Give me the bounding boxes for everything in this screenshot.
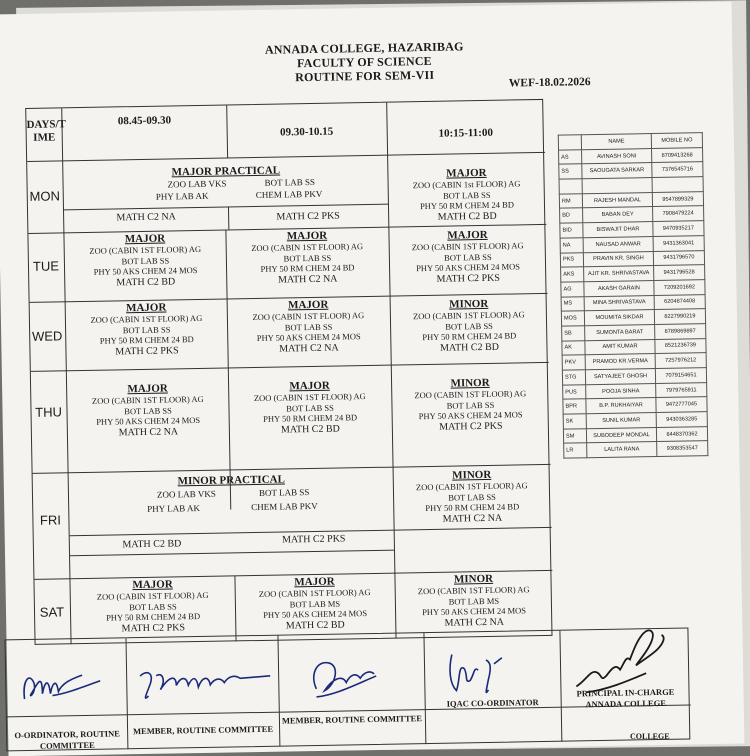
faculty-code: MOS — [561, 311, 584, 326]
mon-phy-lab: PHY LAB AK — [155, 190, 209, 202]
faculty-code: PKV — [562, 355, 585, 370]
faculty-mobile: 9431796528 — [654, 265, 705, 281]
routine-title: ROUTINE FOR SEM-VII — [295, 67, 435, 85]
faculty-name: PRAVIN KR. SINGH — [583, 251, 653, 267]
faculty-mobile: 9547899329 — [652, 191, 703, 207]
days-time-header: DAYS/T IME — [26, 118, 66, 144]
signature-1 — [12, 653, 113, 715]
mon-practical: MAJOR PRACTICAL — [171, 164, 281, 179]
faculty-mobile: 7079154651 — [655, 368, 706, 384]
tue-s1: MAJOR ZOO (CABIN 1ST FLOOR) AG BOT LAB SS PHY 50 AKS CHEM 24 MOS MATH C2 BD — [89, 232, 202, 289]
routine-table — [25, 99, 552, 645]
faculty-code: SM — [563, 428, 586, 443]
faculty-code: BPR — [563, 399, 586, 414]
faculty-name: BISWAJIT DHAR — [583, 222, 653, 238]
faculty-name: B.P. RUKHAIYAR — [586, 398, 656, 414]
faculty-code: AG — [561, 282, 584, 297]
caption-member-2: MEMBER, ROUTINE COMMITTEE — [281, 713, 423, 726]
faculty-mobile: 9472777045 — [656, 397, 707, 413]
thu-s3: MINOR ZOO (CABIN 1ST FLOOR) AG BOT LAB SS PHY 50 AKS CHEM 24 MOS MATH C2 PKS — [414, 376, 527, 433]
faculty-mobile: 7979765911 — [656, 382, 707, 398]
faculty-code — [559, 179, 582, 194]
college-name: ANNADA COLLEGE, HAZARIBAG — [264, 39, 464, 57]
faculty-mobile: 9308353547 — [657, 441, 708, 457]
sat-s3: MINOR ZOO (CABIN 1ST FLOOR) AG BOT LAB MS PHY 50 AKS CHEM 24 MOS MATH C2 NA — [417, 572, 530, 629]
wed-s2: MAJOR ZOO (CABIN 1ST FLOOR) AG BOT LAB SS PHY 50 AKS CHEM 24 MOS MATH C2 NA — [252, 298, 365, 355]
faculty-mobile: 9431363041 — [653, 235, 704, 251]
faculty-code: PUS — [563, 384, 586, 399]
faculty-name: LALITA RANA — [587, 442, 657, 458]
mon-bot-lab: BOT LAB SS — [264, 176, 315, 188]
faculty-mobile: 9430363285 — [656, 412, 707, 428]
faculty-code: NA — [560, 238, 583, 253]
caption-iqac: IQAC CO-ORDINATOR — [446, 697, 539, 709]
faculty-name: SUBODEEP MONDAL — [586, 427, 656, 443]
mon-s2-math: MATH C2 PKS — [276, 210, 340, 223]
faculty-code: BID — [560, 223, 583, 238]
faculty-code: AKS — [561, 267, 584, 282]
caption-principal: PRINCIPAL IN-CHARGE ANNADA COLLEGE — [576, 686, 675, 710]
mobile-header: MOBILE NO — [651, 133, 702, 149]
faculty-name: SUNIL KUMAR — [586, 413, 656, 429]
sat-s2: MAJOR ZOO (CABIN 1ST FLOOR) AG BOT LAB MS PHY 50 AKS CHEM 24 MOS MATH C2 BD — [258, 575, 371, 632]
faculty-code: MS — [561, 296, 584, 311]
signature-2 — [132, 648, 277, 713]
faculty-name: AJIT KR. SHRIVASTAVA — [584, 266, 654, 282]
faculty-mobile: 9470935217 — [653, 221, 704, 237]
faculty-name: BABAN DEY — [583, 207, 653, 223]
sat-s1: MAJOR ZOO (CABIN 1ST FLOOR) AG BOT LAB SS PHY 50 RM CHEM 24 BD MATH C2 PKS — [96, 578, 209, 635]
faculty-name: AMIT KUMAR — [585, 339, 655, 355]
faculty-code: SK — [563, 414, 586, 429]
slot3-header: 10:15-11:00 — [438, 126, 494, 140]
faculty-name: AVINASH SONI — [582, 148, 652, 164]
day-fri: FRI — [39, 512, 62, 528]
thu-s1: MAJOR ZOO (CABIN 1ST FLOOR) AG BOT LAB SS PHY 50 AKS CHEM 24 MOS MATH C2 NA — [91, 382, 204, 439]
faculty-code: PKS — [560, 252, 583, 267]
fri-zoo-lab: ZOO LAB VKS — [156, 488, 216, 500]
fri-practical: MINOR PRACTICAL — [177, 473, 285, 488]
faculty-mobile: 8521236739 — [655, 338, 706, 354]
faculty-mobile: 7257976212 — [655, 353, 706, 369]
wef-date: WEF-18.02.2026 — [508, 76, 591, 90]
faculty-code: BD — [560, 208, 583, 223]
fri-s2-math: MATH C2 PKS — [282, 533, 346, 546]
faculty-mobile: 6204874408 — [654, 294, 705, 310]
fri-s3: MINOR ZOO (CABIN 1ST FLOOR) AG BOT LAB SS PHY 50 RM CHEM 24 BD MATH C2 NA — [415, 468, 528, 525]
mon-chem-lab: CHEM LAB PKV — [255, 188, 323, 200]
signature-block — [4, 627, 690, 751]
faculty-mobile: 7209201692 — [654, 280, 705, 296]
faculty-name: MINA SHRIVASTAVA — [584, 295, 654, 311]
faculty-code: AS — [559, 149, 582, 164]
faculty-name: SATYAJEET GHOSH — [585, 369, 655, 385]
day-tue: TUE — [32, 258, 60, 274]
faculty-name: FACULTY OF SCIENCE — [296, 53, 432, 71]
faculty-mobile — [652, 177, 703, 193]
mon-zoo-lab: ZOO LAB VKS — [167, 178, 227, 190]
faculty-mobile: 8709413268 — [652, 147, 703, 163]
fri-s1-math: MATH C2 BD — [122, 538, 182, 551]
caption-member-1: MEMBER, ROUTINE COMMITTEE — [133, 723, 274, 737]
tue-s3: MAJOR ZOO (CABIN 1ST FLOOR) AG BOT LAB SS PHY 50 AKS CHEM 24 MOS MATH C2 PKS — [411, 228, 524, 285]
fri-bot-lab: BOT LAB SS — [258, 487, 310, 498]
faculty-name: SAOUGATA SARKAR — [582, 163, 652, 179]
faculty-mobile: 7908479224 — [653, 206, 704, 222]
mon-s3: MAJOR ZOO (CABIN 1st FLOOR) AG BOT LAB SS PHY 50 RM CHEM 24 BD MATH C2 BD — [412, 166, 521, 223]
signature-3 — [286, 643, 421, 709]
faculty-code: STG — [562, 370, 585, 385]
faculty-name: AKASH GARAIN — [584, 280, 654, 296]
slot2-header: 09.30-10.15 — [279, 125, 334, 139]
faculty-mobile: 9431796570 — [653, 250, 704, 266]
wed-s3: MINOR ZOO (CABIN 1ST FLOOR) AG BOT LAB SS PHY 50 RM CHEM 24 BD MATH C2 BD — [412, 297, 525, 354]
day-thu: THU — [35, 404, 63, 420]
faculty-name: RAJESH MANDAL — [582, 192, 652, 208]
fri-phy-lab: PHY LAB AK — [147, 502, 201, 514]
tue-s2: MAJOR ZOO (CABIN 1ST FLOOR) AG BOT LAB SS PHY 50 RM CHEM 24 BD MATH C2 NA — [251, 229, 364, 286]
code-header-cell — [558, 135, 581, 150]
faculty-code: LR — [564, 443, 587, 458]
faculty-name: POOJA SINHA — [586, 383, 656, 399]
faculty-name: PRAMOD KR.VERMA — [585, 354, 655, 370]
faculty-code: SS — [559, 164, 582, 179]
day-wed: WED — [31, 328, 63, 344]
day-sat: SAT — [39, 604, 65, 620]
faculty-mobile: 8227990219 — [654, 309, 705, 325]
faculty-table — [558, 132, 709, 459]
faculty-name: NAUSAD ANWAR — [583, 236, 653, 252]
caption-coordinator: O-ORDINATOR, ROUTINE COMMITTEE — [14, 728, 120, 751]
faculty-code: AK — [562, 340, 585, 355]
faculty-code: RM — [559, 194, 582, 209]
faculty-name: SUMONTA BARAT — [585, 324, 655, 340]
faculty-mobile: 8448370362 — [656, 426, 707, 442]
faculty-name: MOUMITA SIKDAR — [584, 310, 654, 326]
fri-chem-lab: CHEM LAB PKV — [251, 500, 318, 513]
faculty-code: SB — [562, 326, 585, 341]
slot1-header: 08.45-09.30 — [117, 114, 172, 128]
routine-document — [0, 2, 744, 756]
day-mon: MON — [29, 188, 61, 204]
college-stamp-text: COLLEGE — [630, 732, 670, 741]
faculty-row — [564, 441, 708, 458]
mon-s1-math: MATH C2 NA — [116, 211, 176, 224]
faculty-mobile: 7376545716 — [652, 162, 703, 178]
faculty-mobile: 8789869897 — [655, 324, 706, 340]
faculty-name — [582, 178, 652, 194]
thu-s2: MAJOR ZOO (CABIN 1ST FLOOR) AG BOT LAB SS PHY 50 RM CHEM 24 BD MATH C2 BD — [253, 379, 366, 436]
wed-s1: MAJOR ZOO (CABIN 1ST FLOOR) AG BOT LAB SS PHY 50 RM CHEM 24 BD MATH C2 PKS — [90, 301, 203, 358]
name-header: NAME — [581, 134, 651, 150]
